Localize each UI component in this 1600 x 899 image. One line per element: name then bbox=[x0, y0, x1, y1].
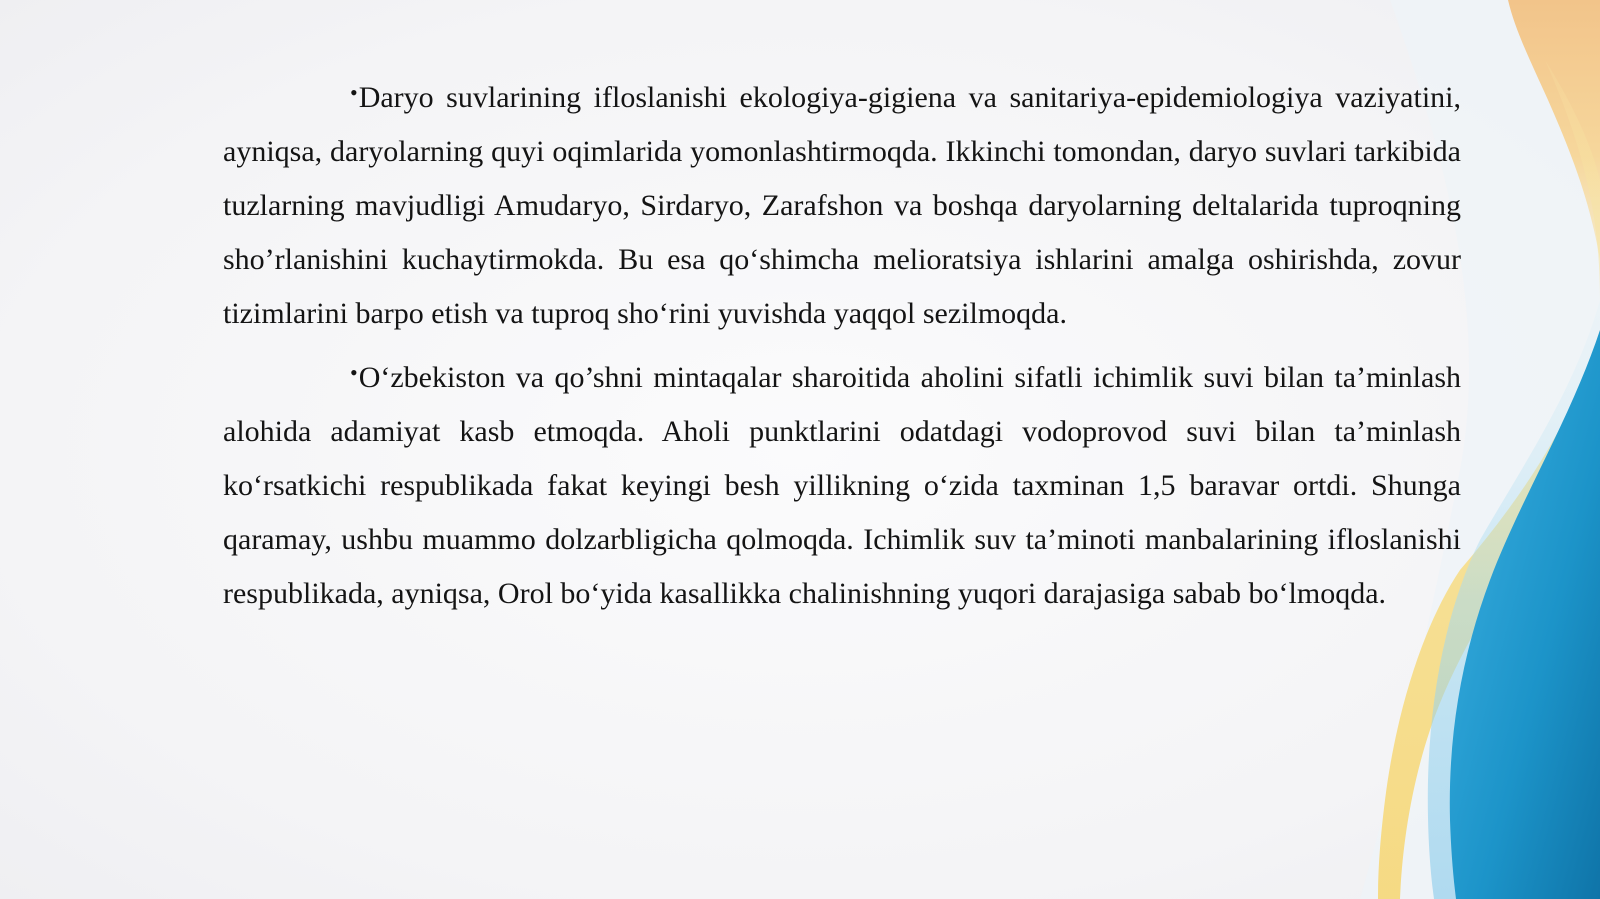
paragraph-2-text: O‘zbekiston va qo’shni mintaqalar sharoitida aholini sifatli ichimlik suvi bilan ta’minlash alohida adamiyat kasb etmoqda. Aholi punktlarini odatdagi vodoprovod suvi bilan ta’minlash ko‘rsatkichi respublikada fakat keyingi besh yillikning o‘zida taxminan 1,5 baravar ortdi. Shunga qaramay, ushbu muammo dolzarbligicha qolmoqda. Ichimlik suv ta’minoti manbalarining ifloslanishi respublikada, ayniqsa, Orol bo‘yida kasallikka chalinishning yuqori darajasiga sabab bo‘lmoqda. bbox=[223, 361, 1461, 610]
paragraph-1-text: Daryo suvlarining ifloslanishi ekologiya-gigiena va sanitariya-epidemiologiya vaziyatini, ayniqsa, daryolarning quyi oqimlarida yomonlashtirmoqda. Ikkinchi tomondan, daryo suvlari tarkibida tuzlarning mavjudligi Amudaryo, Sirdaryo, Zarafshon va boshqa daryolarning deltalarida tuproqning sho’rlanishini kuchaytirmokda. Bu esa qo‘shimcha melioratsiya ishlarini amalga oshirishda, zovur tizimlarini barpo etish va tuproq sho‘rini yuvishda yaqqol sezilmoqda. bbox=[223, 81, 1461, 330]
bullet-icon: • bbox=[350, 80, 358, 105]
paragraph-2 bbox=[223, 346, 1461, 621]
bullet-icon: • bbox=[350, 360, 358, 385]
paragraph-1 bbox=[223, 66, 1461, 341]
content-text bbox=[223, 66, 1461, 626]
